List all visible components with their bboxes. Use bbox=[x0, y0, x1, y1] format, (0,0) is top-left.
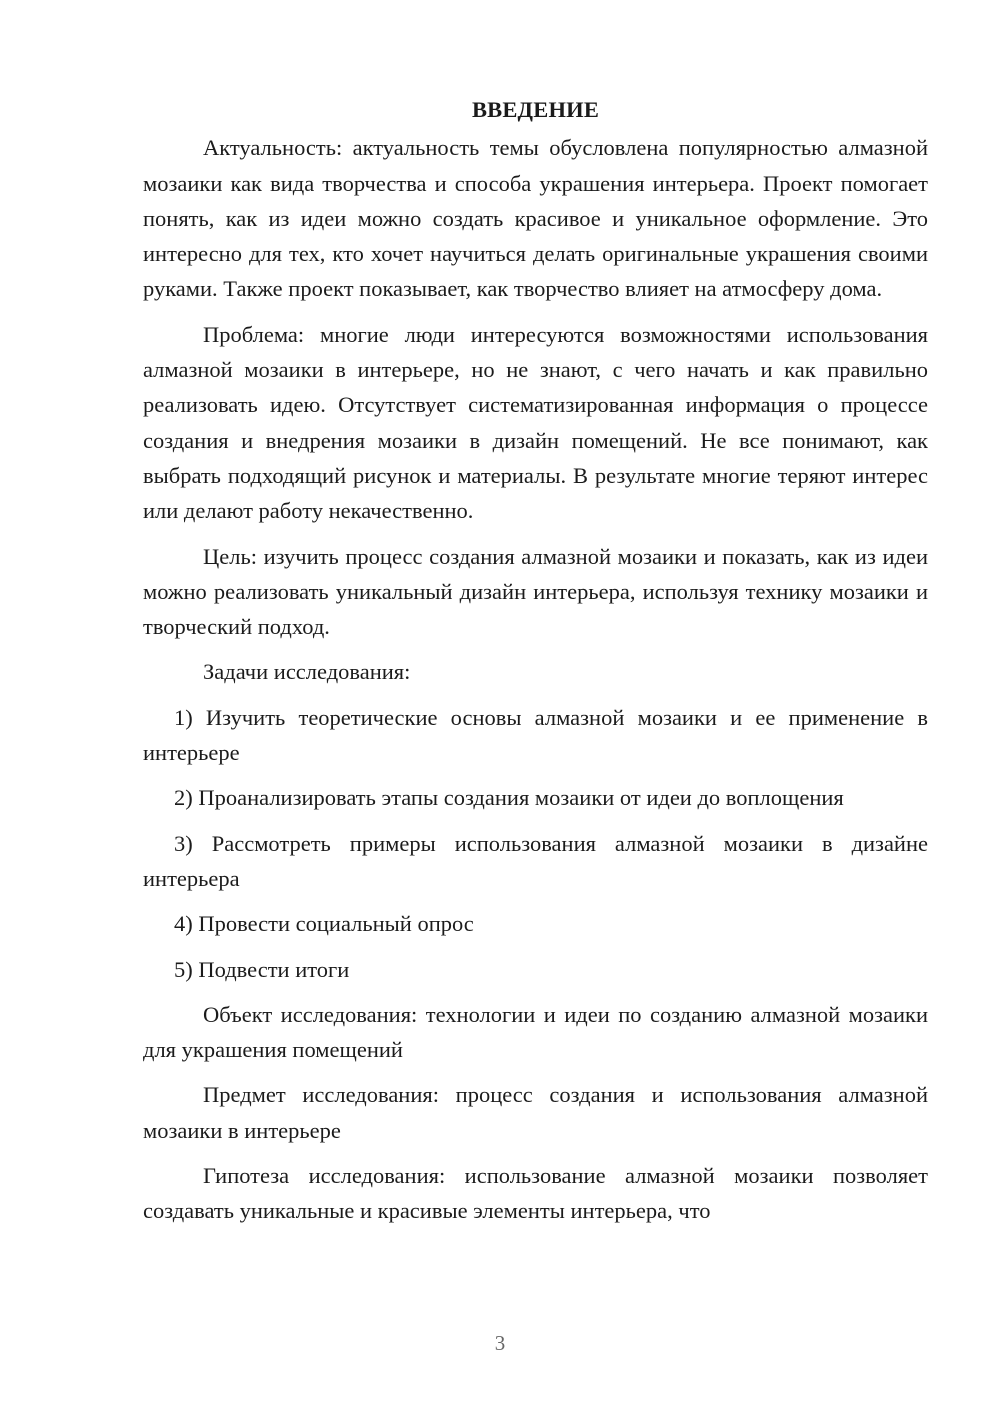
task-item: 2) Проанализировать этапы создания мозаики от идеи до воплощения bbox=[174, 785, 844, 811]
task-item: 1) Изучить теоретические основы алмазной мозаики и ее применение в интерьере bbox=[143, 704, 928, 766]
paragraph-subject: Предмет исследования: процесс создания и использования алмазной мозаики в интерьере bbox=[143, 1082, 928, 1143]
paragraph-object: Объект исследования: технологии и идеи по созданию алмазной мозаики для украшения помещений bbox=[143, 1001, 928, 1063]
paragraph-problem: Проблема: многие люди интересуются возможностями использования алмазной мозаики в интерьере, но не знают, с чего начать и как правильно реализовать идею. Отсутствует систематизированная информация о процессе создания и внедрения мозаики в дизайн помещений. Не все понимают, как выбрать подходящий рисунок и материалы. В результате многие теряют интерес или делают работу некачественно. bbox=[143, 321, 928, 524]
task-item: 3) Рассмотреть примеры использования алмазной мозаики в дизайне интерьера bbox=[143, 830, 928, 891]
paragraph-relevance: Актуальность: актуальность темы обусловлена популярностью алмазной мозаики как вида творчества и способа украшения интерьера. Проект помогает понять, как из идеи можно создать красивое и уникальное оформление. Это интересно для тех, кто хочет научиться делать оригинальные украшения своими руками. Также проект показывает, как творчество влияет на атмосферу дома. bbox=[143, 135, 928, 302]
page-number: 3 bbox=[494, 1331, 506, 1355]
document-body bbox=[143, 92, 928, 1239]
paragraph-tasks-heading: Задачи исследования: bbox=[203, 659, 411, 685]
paragraph-goal: Цель: изучить процесс создания алмазной мозаики и показать, как из идеи можно реализовать уникальный дизайн интерьера, используя технику мозаики и творческий подход. bbox=[143, 543, 928, 640]
paragraph-hypothesis: Гипотеза исследования: использование алмазной мозаики позволяет создавать уникальные и красивые элементы интерьера, что bbox=[143, 1163, 928, 1224]
task-item: 4) Провести социальный опрос bbox=[174, 911, 474, 937]
section-title: ВВЕДЕНИЕ bbox=[471, 97, 600, 122]
task-item: 5) Подвести итоги bbox=[174, 956, 350, 982]
